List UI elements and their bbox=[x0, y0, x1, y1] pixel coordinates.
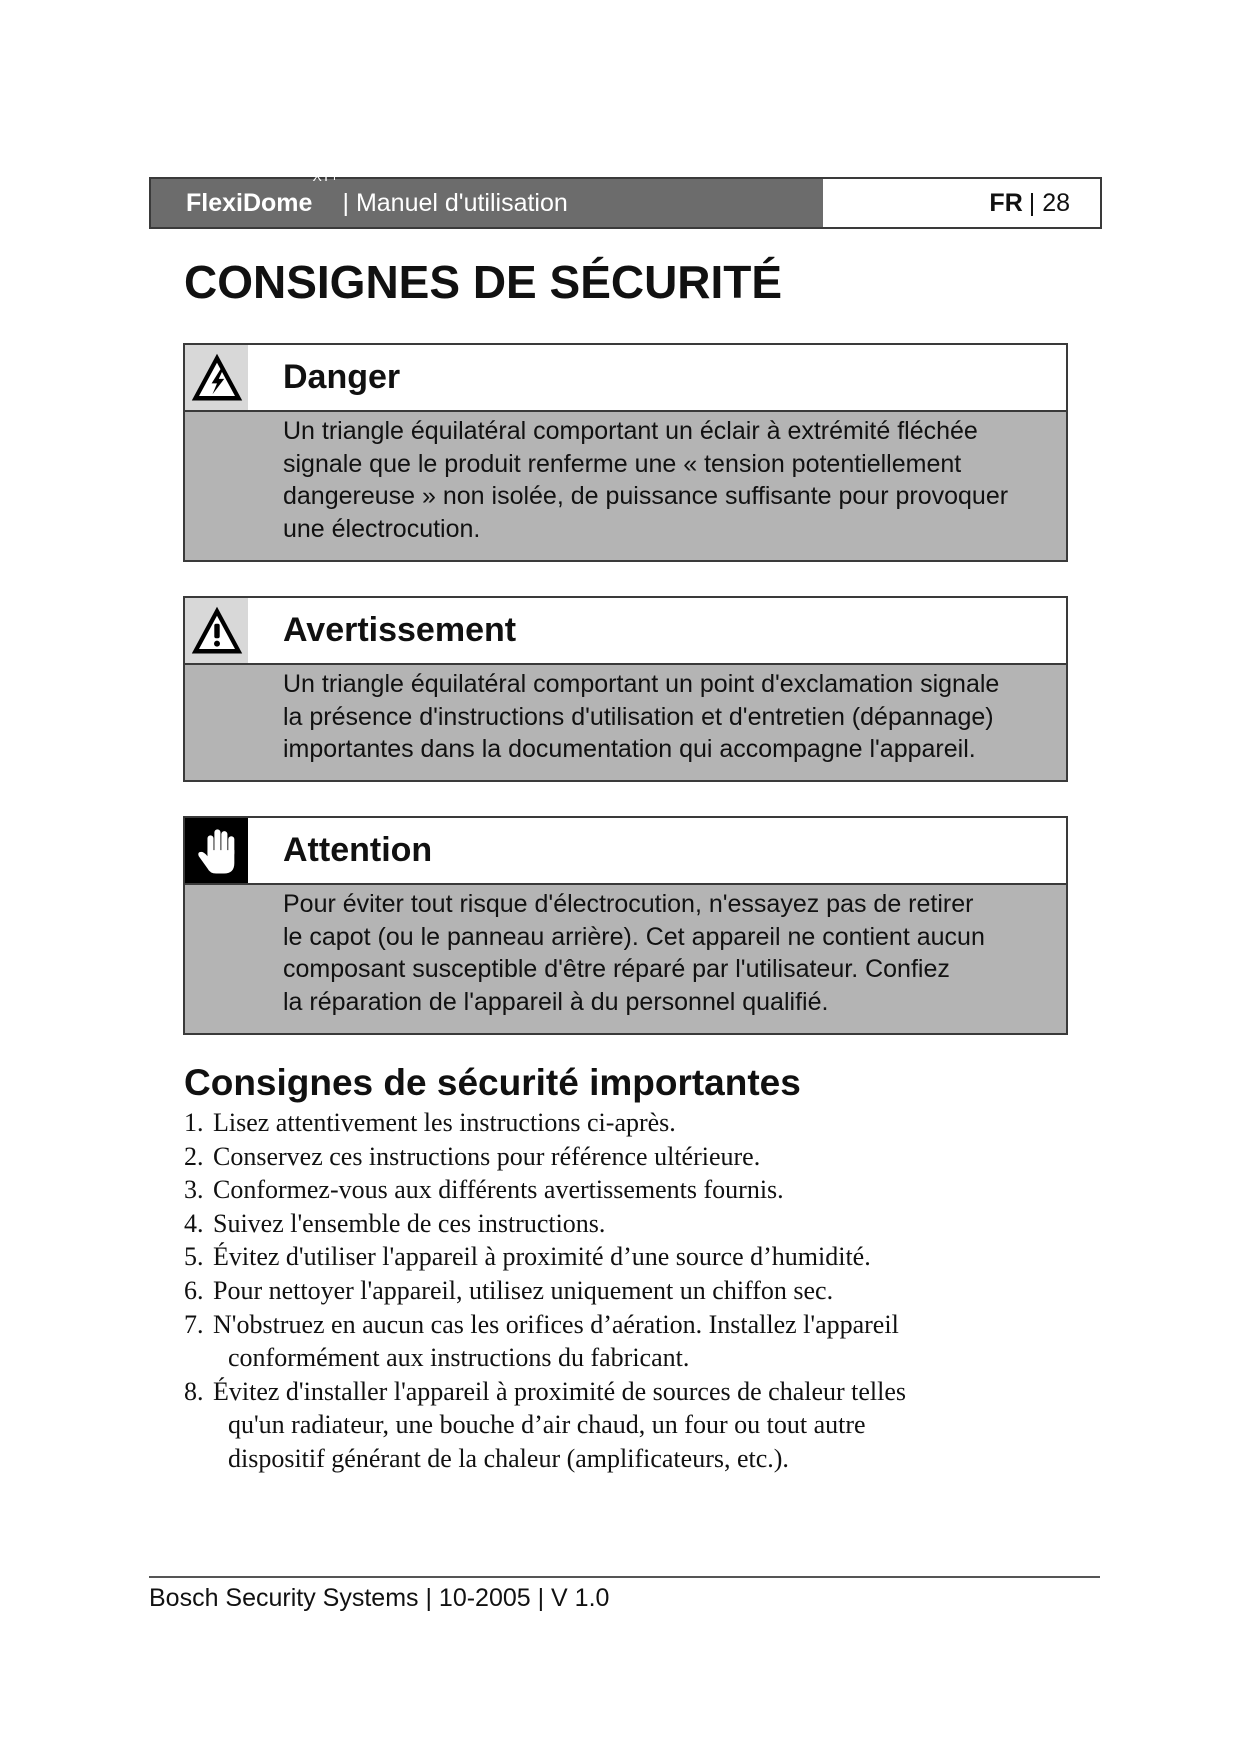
notice-line: dangereuse » non isolée, de puissance suffisante pour provoquer bbox=[283, 482, 1009, 510]
list-text: Évitez d'installer l'appareil à proximité de sources de chaleur telles bbox=[213, 1376, 907, 1406]
notice-line: une électrocution. bbox=[283, 514, 481, 543]
page-number: | 28 bbox=[1028, 189, 1070, 217]
list-item bbox=[184, 1308, 906, 1342]
list-text: Lisez attentivement les instructions ci-après. bbox=[213, 1108, 676, 1137]
notice-body bbox=[185, 885, 1066, 1018]
notice-title: Attention bbox=[283, 831, 433, 869]
list-number: 3. bbox=[184, 1175, 204, 1205]
list-item bbox=[184, 1140, 906, 1174]
list-number: 7. bbox=[184, 1309, 204, 1339]
list-number: 6. bbox=[184, 1275, 204, 1305]
list-number: 8. bbox=[184, 1376, 204, 1406]
notice-title: Avertissement bbox=[283, 611, 517, 649]
exclamation-warning-triangle-icon bbox=[185, 598, 248, 663]
list-item bbox=[184, 1375, 906, 1409]
header-product-title bbox=[151, 168, 823, 227]
notice-line: la réparation de l'appareil à du personnel qualifié. bbox=[283, 987, 829, 1016]
list-number: 1. bbox=[184, 1108, 204, 1137]
notice-line: importantes dans la documentation qui accompagne l'appareil. bbox=[283, 735, 976, 763]
list-text: Évitez d'utiliser l'appareil à proximité d’une source d’humidité. bbox=[213, 1242, 871, 1272]
list-text: qu'un radiateur, une bouche d’air chaud, un four ou tout autre bbox=[228, 1410, 866, 1440]
notice-line: le capot (ou le panneau arrière). Cet appareil ne contient aucun bbox=[283, 922, 985, 951]
list-number: 4. bbox=[184, 1208, 204, 1238]
notice-line: composant susceptible d'être réparé par l'utilisateur. Confiez bbox=[283, 955, 950, 983]
list-text: Conformez-vous aux différents avertissements fournis. bbox=[213, 1175, 784, 1205]
list-item bbox=[184, 1240, 906, 1274]
stop-hand-icon bbox=[185, 818, 248, 883]
notice-body bbox=[185, 412, 1066, 545]
list-item-continuation bbox=[184, 1442, 906, 1476]
list-item bbox=[184, 1274, 906, 1308]
list-text: Pour nettoyer l'appareil, utilisez uniquement un chiffon sec. bbox=[213, 1275, 834, 1305]
list-item bbox=[184, 1173, 906, 1207]
header-page-info bbox=[989, 179, 1070, 227]
list-number: 2. bbox=[184, 1141, 204, 1171]
page-footer: Bosch Security Systems | 10-2005 | V 1.0 bbox=[149, 1584, 610, 1612]
product-superscript: XT+ bbox=[312, 168, 339, 184]
product-name: FlexiDome bbox=[186, 189, 313, 217]
notice-line: Pour éviter tout risque d'électrocution, n'essayez pas de retirer bbox=[283, 890, 974, 918]
manual-title: | Manuel d'utilisation bbox=[342, 189, 568, 217]
notice-header bbox=[185, 598, 1066, 665]
notice-line: Un triangle équilatéral comportant un éclair à extrémité fléchée bbox=[283, 417, 978, 445]
page-header-bar bbox=[149, 168, 1102, 229]
list-item bbox=[184, 1207, 906, 1241]
list-item-continuation bbox=[184, 1341, 906, 1375]
caution-notice bbox=[183, 816, 1068, 1035]
list-item bbox=[184, 1106, 906, 1140]
footer-divider bbox=[149, 1576, 1100, 1578]
notice-body bbox=[185, 665, 1066, 766]
section-title: Consignes de sécurité importantes bbox=[184, 1062, 801, 1103]
page-title: CONSIGNES DE SÉCURITÉ bbox=[184, 256, 783, 308]
language-code: FR bbox=[989, 189, 1023, 217]
list-text: dispositif générant de la chaleur (amplificateurs, etc.). bbox=[228, 1443, 789, 1473]
lightning-warning-triangle-icon bbox=[185, 345, 248, 410]
safety-instructions-list bbox=[184, 1106, 906, 1476]
list-item-continuation bbox=[184, 1408, 906, 1442]
notice-line: Un triangle équilatéral comportant un point d'exclamation signale bbox=[283, 670, 1000, 698]
list-number: 5. bbox=[184, 1242, 204, 1272]
list-text: N'obstruez en aucun cas les orifices d’aération. Installez l'appareil bbox=[213, 1309, 899, 1339]
list-text: Suivez l'ensemble de ces instructions. bbox=[213, 1208, 606, 1238]
danger-notice bbox=[183, 343, 1068, 562]
list-text: Conservez ces instructions pour référence ultérieure. bbox=[213, 1141, 761, 1171]
notice-header bbox=[185, 818, 1066, 885]
list-text: conformément aux instructions du fabricant. bbox=[228, 1343, 690, 1373]
warning-notice bbox=[183, 596, 1068, 782]
notice-header bbox=[185, 345, 1066, 412]
notice-title: Danger bbox=[283, 358, 401, 396]
notice-line: signale que le produit renferme une « tension potentiellement bbox=[283, 449, 962, 478]
notice-line: la présence d'instructions d'utilisation et d'entretien (dépannage) bbox=[283, 702, 994, 731]
